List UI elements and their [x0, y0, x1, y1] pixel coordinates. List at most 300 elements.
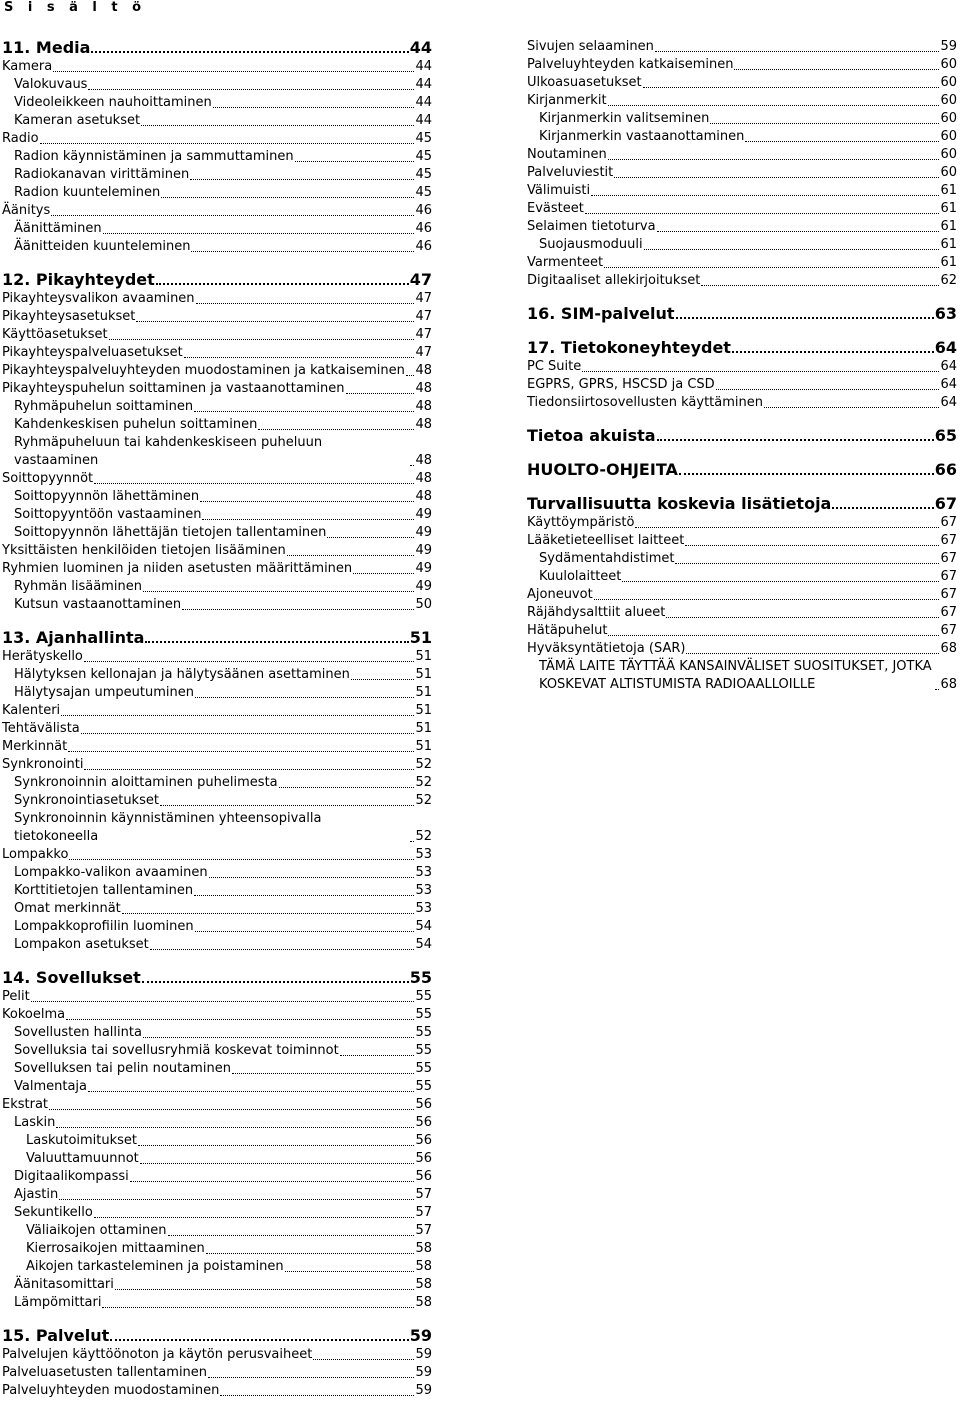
toc-dot-leader [935, 689, 939, 690]
toc-dot-leader [84, 661, 415, 662]
toc-entry-title: Sovellusten hallinta [14, 1025, 142, 1040]
toc-entry[interactable] [527, 128, 957, 146]
toc-dot-leader [410, 465, 414, 466]
toc-dot-leader [61, 715, 414, 716]
toc-entry-title: Lämpömittari [14, 1295, 102, 1310]
toc-entry[interactable] [2, 542, 432, 560]
toc-page-number: 50 [415, 597, 432, 612]
toc-entry[interactable] [2, 882, 432, 900]
toc-page-number: 48 [415, 417, 432, 432]
toc-entry[interactable] [527, 38, 957, 56]
toc-page-number: 59 [940, 39, 957, 54]
toc-dot-leader [142, 981, 409, 983]
toc-entry-title: Ryhmän lisääminen [14, 579, 142, 594]
toc-page-number: 47 [415, 345, 432, 360]
toc-entry[interactable] [527, 182, 957, 200]
toc-entry[interactable] [527, 146, 957, 164]
toc-dot-leader [84, 769, 414, 770]
toc-page-number: 67 [940, 551, 957, 566]
toc-dot-leader [313, 1359, 414, 1360]
toc-entry[interactable] [2, 434, 432, 470]
toc-dot-leader [143, 591, 415, 592]
toc-dot-leader [675, 563, 939, 564]
toc-page-number: 45 [415, 149, 432, 164]
toc-chapter[interactable] [2, 628, 432, 648]
toc-entry-title: Palveluasetusten tallentaminen [2, 1365, 208, 1380]
toc-entry-title: 17. Tietokoneyhteydet [527, 338, 731, 357]
toc-entry[interactable] [2, 344, 432, 362]
toc-entry[interactable] [2, 202, 432, 220]
toc-page-number: 47 [415, 309, 432, 324]
toc-page-number: 45 [415, 185, 432, 200]
toc-page-number: 53 [415, 883, 432, 898]
toc-page-number: 51 [409, 628, 432, 647]
toc-entry[interactable] [2, 1006, 432, 1024]
toc-entry-title: Kalenteri [2, 703, 61, 718]
toc-entry[interactable] [2, 326, 432, 344]
toc-page-number: 63 [934, 304, 957, 323]
toc-page-number: 45 [415, 167, 432, 182]
toc-dot-leader [103, 233, 415, 234]
toc-entry[interactable] [527, 272, 957, 290]
toc-dot-leader [136, 321, 414, 322]
toc-entry[interactable] [2, 94, 432, 112]
toc-chapter[interactable] [2, 38, 432, 58]
toc-page-number: 67 [940, 569, 957, 584]
toc-entry[interactable] [2, 738, 432, 756]
toc-entry-title: Palveluviestit [527, 165, 614, 180]
toc-entry[interactable] [527, 358, 957, 376]
toc-page-number: 61 [940, 255, 957, 270]
toc-entry-title: Soittopyynnöt [2, 471, 94, 486]
toc-entry[interactable] [527, 254, 957, 272]
toc-entry-title: Pikayhteysasetukset [2, 309, 136, 324]
toc-entry-title: Valmentaja [14, 1079, 88, 1094]
toc-entry[interactable] [2, 1060, 432, 1078]
toc-page-number: 48 [415, 363, 432, 378]
toc-entry-title: Ajoneuvot [527, 587, 593, 602]
toc-entry[interactable] [2, 290, 432, 308]
toc-entry-title: Tietoa akuista [527, 426, 656, 445]
toc-page-number: 64 [940, 377, 957, 392]
toc-entry[interactable] [2, 1364, 432, 1382]
toc-entry[interactable] [2, 774, 432, 792]
toc-chapter[interactable] [527, 338, 957, 358]
toc-dot-leader [168, 1235, 415, 1236]
toc-entry-title: Pelit [2, 989, 30, 1004]
toc-dot-leader [346, 393, 415, 394]
toc-entry[interactable] [2, 166, 432, 184]
toc-page-number: 58 [415, 1241, 432, 1256]
toc-page-number: 54 [415, 919, 432, 934]
toc-page-number: 49 [415, 525, 432, 540]
toc-dot-leader [140, 1163, 415, 1164]
toc-dot-leader [40, 143, 415, 144]
toc-dot-leader [353, 573, 414, 574]
toc-entry[interactable] [2, 1186, 432, 1204]
toc-dot-leader [69, 859, 414, 860]
toc-entry-title: Digitaaliset allekirjoitukset [527, 273, 701, 288]
toc-dot-leader [184, 357, 415, 358]
toc-entry[interactable] [2, 720, 432, 738]
toc-entry[interactable] [2, 1276, 432, 1294]
toc-entry[interactable] [2, 1150, 432, 1168]
toc-page-number: 67 [940, 623, 957, 638]
toc-chapter[interactable] [527, 494, 957, 514]
toc-entry[interactable] [527, 394, 957, 412]
toc-entry[interactable] [2, 900, 432, 918]
toc-page-number: 52 [415, 829, 432, 844]
toc-chapter[interactable] [527, 304, 957, 324]
toc-dot-leader [732, 351, 934, 353]
toc-entry-title: Sivujen selaaminen [527, 39, 654, 54]
toc-entry[interactable] [527, 376, 957, 394]
toc-page-number: 49 [415, 507, 432, 522]
toc-page-number: 44 [415, 77, 432, 92]
toc-entry[interactable] [2, 1258, 432, 1276]
toc-dot-leader [679, 473, 934, 475]
toc-dot-leader [91, 51, 408, 53]
toc-page-number: 60 [940, 147, 957, 162]
toc-entry-title: Evästeet [527, 201, 584, 216]
toc-entry[interactable] [2, 846, 432, 864]
toc-dot-leader [94, 483, 414, 484]
toc-page-number: 52 [415, 775, 432, 790]
toc-dot-leader [591, 195, 939, 196]
toc-entry-title: PC Suite [527, 359, 582, 374]
toc-dot-leader [194, 411, 414, 412]
toc-entry[interactable] [527, 658, 957, 694]
toc-chapter[interactable] [527, 460, 957, 480]
toc-entry-title: Ryhmien luominen ja niiden asetusten määrittäminen [2, 561, 353, 576]
toc-page-number: 61 [940, 237, 957, 252]
toc-entry[interactable] [2, 596, 432, 614]
toc-entry[interactable] [2, 666, 432, 684]
toc-dot-leader [160, 805, 415, 806]
toc-entry[interactable] [527, 56, 957, 74]
toc-dot-leader [406, 375, 415, 376]
toc-page-number: 49 [415, 561, 432, 576]
toc-dot-leader [122, 913, 415, 914]
toc-entry[interactable] [527, 164, 957, 182]
toc-entry[interactable] [2, 1382, 432, 1400]
toc-dot-leader [209, 877, 415, 878]
toc-entry[interactable] [527, 514, 957, 532]
toc-page-number: 67 [934, 494, 957, 513]
toc-dot-leader [190, 179, 414, 180]
toc-page-number: 67 [940, 605, 957, 620]
toc-page-number: 60 [940, 57, 957, 72]
toc-page-number: 44 [409, 38, 432, 57]
toc-dot-leader [138, 1145, 414, 1146]
toc-entry-title: Yksittäisten henkilöiden tietojen lisääminen [2, 543, 286, 558]
toc-dot-leader [115, 1289, 415, 1290]
toc-entry[interactable] [2, 308, 432, 326]
toc-entry[interactable] [2, 918, 432, 936]
toc-entry[interactable] [527, 622, 957, 640]
toc-entry-title: Pikayhteyspalveluyhteyden muodostaminen ja katkaiseminen [2, 363, 405, 378]
toc-entry-title: Lompakko [2, 847, 69, 862]
toc-entry-title: Selaimen tietoturva [527, 219, 656, 234]
toc-entry-title: Turvallisuutta koskevia lisätietoja [527, 494, 832, 513]
toc-entry[interactable] [2, 524, 432, 542]
toc-page-number: 67 [940, 533, 957, 548]
toc-entry[interactable] [527, 236, 957, 254]
toc-entry[interactable] [2, 864, 432, 882]
toc-entry[interactable] [2, 578, 432, 596]
toc-entry[interactable] [2, 1096, 432, 1114]
toc-page-number: 60 [940, 93, 957, 108]
toc-entry[interactable] [2, 362, 432, 380]
toc-entry[interactable] [2, 792, 432, 810]
toc-page-number: 56 [415, 1097, 432, 1112]
toc-dot-leader [655, 51, 940, 52]
toc-entry-title: Ekstrat [2, 1097, 49, 1112]
toc-page-number: 53 [415, 865, 432, 880]
toc-dot-leader [295, 161, 415, 162]
toc-entry-title: Synkronointiasetukset [14, 793, 159, 808]
toc-entry[interactable] [2, 220, 432, 238]
toc-page-number: 61 [940, 219, 957, 234]
toc-entry[interactable] [2, 506, 432, 524]
toc-page-number: 56 [415, 1151, 432, 1166]
toc-dot-leader [130, 1181, 415, 1182]
toc-page-number: 57 [415, 1187, 432, 1202]
toc-entry[interactable] [2, 936, 432, 954]
toc-entry-title: Herätyskello [2, 649, 83, 664]
toc-entry[interactable] [2, 1168, 432, 1186]
toc-entry[interactable] [527, 532, 957, 550]
toc-page-number: 48 [415, 381, 432, 396]
toc-entry-title: Ryhmäpuheluun tai kahdenkeskiseen puheluun vastaaminen [14, 435, 323, 468]
toc-entry-title: Käyttöasetukset [2, 327, 108, 342]
toc-entry-title: Ajastin [14, 1187, 59, 1202]
toc-page-number: 55 [415, 1061, 432, 1076]
toc-entry-title: Laskin [14, 1115, 56, 1130]
toc-page-number: 56 [415, 1169, 432, 1184]
toc-entry[interactable] [2, 1132, 432, 1150]
toc-page-number: 55 [415, 1079, 432, 1094]
toc-entry[interactable] [2, 756, 432, 774]
toc-page-number: 48 [415, 399, 432, 414]
toc-entry[interactable] [2, 488, 432, 506]
toc-dot-leader [51, 215, 414, 216]
toc-entry[interactable] [527, 74, 957, 92]
toc-entry-title: Laskutoimitukset [26, 1133, 138, 1148]
toc-dot-leader [764, 407, 939, 408]
toc-dot-leader [88, 89, 414, 90]
toc-page-number: 51 [415, 739, 432, 754]
toc-dot-leader [643, 87, 940, 88]
toc-entry-title: Äänitteiden kuunteleminen [14, 239, 191, 254]
toc-page-number: 49 [415, 579, 432, 594]
toc-page-number: 60 [940, 165, 957, 180]
toc-entry[interactable] [527, 200, 957, 218]
toc-dot-leader [832, 507, 933, 509]
toc-entry[interactable] [2, 1204, 432, 1222]
toc-entry[interactable] [2, 648, 432, 666]
toc-entry[interactable] [2, 58, 432, 76]
toc-entry-title: Kirjanmerkit [527, 93, 607, 108]
toc-entry-title: Synkronoinnin käynnistäminen yhteensopivalla tietokoneella [14, 811, 322, 844]
toc-dot-leader [66, 1019, 414, 1020]
toc-page-number: 54 [415, 937, 432, 952]
toc-left-column [2, 38, 432, 1400]
toc-dot-leader [81, 733, 415, 734]
toc-entry[interactable] [527, 110, 957, 128]
toc-dot-leader [287, 555, 415, 556]
toc-dot-leader [608, 635, 939, 636]
toc-dot-leader [110, 1339, 408, 1341]
toc-entry[interactable] [527, 568, 957, 586]
toc-entry-title: Synkronointi [2, 757, 84, 772]
toc-dot-leader [68, 751, 414, 752]
toc-dot-leader [734, 69, 939, 70]
toc-page-number: 46 [415, 221, 432, 236]
toc-entry[interactable] [2, 1114, 432, 1132]
toc-entry[interactable] [2, 560, 432, 578]
toc-page-number: 46 [415, 203, 432, 218]
toc-entry[interactable] [2, 1240, 432, 1258]
toc-entry[interactable] [2, 130, 432, 148]
toc-page-number: 58 [415, 1277, 432, 1292]
toc-entry[interactable] [2, 76, 432, 94]
toc-entry[interactable] [527, 218, 957, 236]
toc-dot-leader [604, 267, 939, 268]
toc-entry[interactable] [2, 184, 432, 202]
toc-page-number: 55 [409, 968, 432, 987]
toc-entry[interactable] [2, 988, 432, 1006]
toc-entry[interactable] [527, 586, 957, 604]
toc-entry-title: Varmenteet [527, 255, 604, 270]
toc-page-number: 68 [940, 677, 957, 692]
toc-page-number: 61 [940, 183, 957, 198]
toc-page-number: 56 [415, 1133, 432, 1148]
toc-entry-title: Kirjanmerkin valitseminen [539, 111, 710, 126]
toc-page-number: 51 [415, 685, 432, 700]
toc-dot-leader [340, 1055, 415, 1056]
toc-entry[interactable] [2, 1294, 432, 1312]
toc-page-number: 48 [415, 489, 432, 504]
toc-entry[interactable] [2, 1042, 432, 1060]
toc-dot-leader [351, 679, 415, 680]
toc-entry-title: Kahdenkeskisen puhelun soittaminen [14, 417, 258, 432]
toc-dot-leader [213, 107, 415, 108]
toc-page-number: 45 [415, 131, 432, 146]
toc-dot-leader [195, 931, 415, 932]
toc-page-number: 60 [940, 75, 957, 90]
toc-dot-leader [701, 285, 939, 286]
toc-dot-leader [594, 599, 940, 600]
toc-dot-leader [31, 1001, 415, 1002]
toc-entry[interactable] [2, 148, 432, 166]
toc-entry-title: Käyttöympäristö [527, 515, 635, 530]
toc-page-number: 47 [415, 291, 432, 306]
toc-dot-leader [410, 841, 414, 842]
toc-entry-title: Radio [2, 131, 39, 146]
toc-entry-title: Merkinnät [2, 739, 68, 754]
toc-page-number: 48 [415, 471, 432, 486]
toc-dot-leader [191, 251, 414, 252]
toc-page-number: 55 [415, 1007, 432, 1022]
toc-entry-title: Ulkoasuasetukset [527, 75, 642, 90]
toc-entry[interactable] [527, 640, 957, 658]
toc-dot-leader [161, 197, 414, 198]
toc-dot-leader [686, 653, 939, 654]
toc-page-number: 56 [415, 1115, 432, 1130]
toc-entry[interactable] [2, 810, 432, 846]
toc-dot-leader [102, 1307, 414, 1308]
toc-dot-leader [327, 537, 414, 538]
toc-page-number: 67 [940, 587, 957, 602]
toc-page-number: 58 [415, 1259, 432, 1274]
toc-page-number: 61 [940, 201, 957, 216]
toc-entry[interactable] [2, 1222, 432, 1240]
toc-page-number: 55 [415, 1025, 432, 1040]
toc-chapter[interactable] [2, 1326, 432, 1346]
toc-dot-leader [49, 1109, 414, 1110]
toc-page-number: 62 [940, 273, 957, 288]
toc-page-number: 51 [415, 703, 432, 718]
toc-right-column [527, 38, 957, 694]
toc-entry-title: Pikayhteyspalveluasetukset [2, 345, 183, 360]
toc-dot-leader [109, 339, 415, 340]
toc-dot-leader [657, 439, 934, 441]
toc-entry[interactable] [2, 1078, 432, 1096]
toc-entry[interactable] [2, 1024, 432, 1042]
toc-dot-leader [56, 1127, 414, 1128]
toc-page-number: 47 [409, 270, 432, 289]
toc-entry-title: Omat merkinnät [14, 901, 121, 916]
toc-entry[interactable] [2, 398, 432, 416]
toc-chapter[interactable] [527, 426, 957, 446]
toc-page-number: 59 [409, 1326, 432, 1345]
toc-dot-leader [182, 609, 414, 610]
toc-dot-leader [206, 1253, 415, 1254]
toc-page-number: 55 [415, 1043, 432, 1058]
toc-entry-title: Radion käynnistäminen ja sammuttaminen [14, 149, 294, 164]
toc-dot-leader [676, 317, 934, 319]
toc-entry[interactable] [2, 702, 432, 720]
toc-entry[interactable] [2, 470, 432, 488]
toc-dot-leader [94, 1217, 415, 1218]
toc-dot-leader [285, 1271, 415, 1272]
toc-chapter[interactable] [2, 270, 432, 290]
toc-page-number: 60 [940, 129, 957, 144]
toc-entry[interactable] [527, 604, 957, 622]
toc-page-number: 44 [415, 113, 432, 128]
toc-entry[interactable] [2, 380, 432, 398]
toc-chapter[interactable] [2, 968, 432, 988]
toc-entry[interactable] [2, 238, 432, 256]
toc-page-number: 59 [415, 1365, 432, 1380]
toc-entry[interactable] [2, 684, 432, 702]
toc-entry-title: Soittopyynnön lähettäminen [14, 489, 200, 504]
toc-entry-title: Kokoelma [2, 1007, 66, 1022]
toc-entry[interactable] [527, 550, 957, 568]
toc-entry[interactable] [2, 1346, 432, 1364]
toc-entry-title: Hälytyksen kellonajan ja hälytysäänen asettaminen [14, 667, 350, 682]
toc-entry-title: Äänittäminen [14, 221, 102, 236]
toc-entry-title: Valuuttamuunnot [26, 1151, 139, 1166]
toc-entry[interactable] [2, 416, 432, 434]
toc-page-number: 53 [415, 847, 432, 862]
toc-entry-title: Korttitietojen tallentaminen [14, 883, 194, 898]
toc-entry[interactable] [2, 112, 432, 130]
toc-dot-leader [202, 519, 414, 520]
toc-entry[interactable] [527, 92, 957, 110]
toc-page-number: 65 [934, 426, 957, 445]
